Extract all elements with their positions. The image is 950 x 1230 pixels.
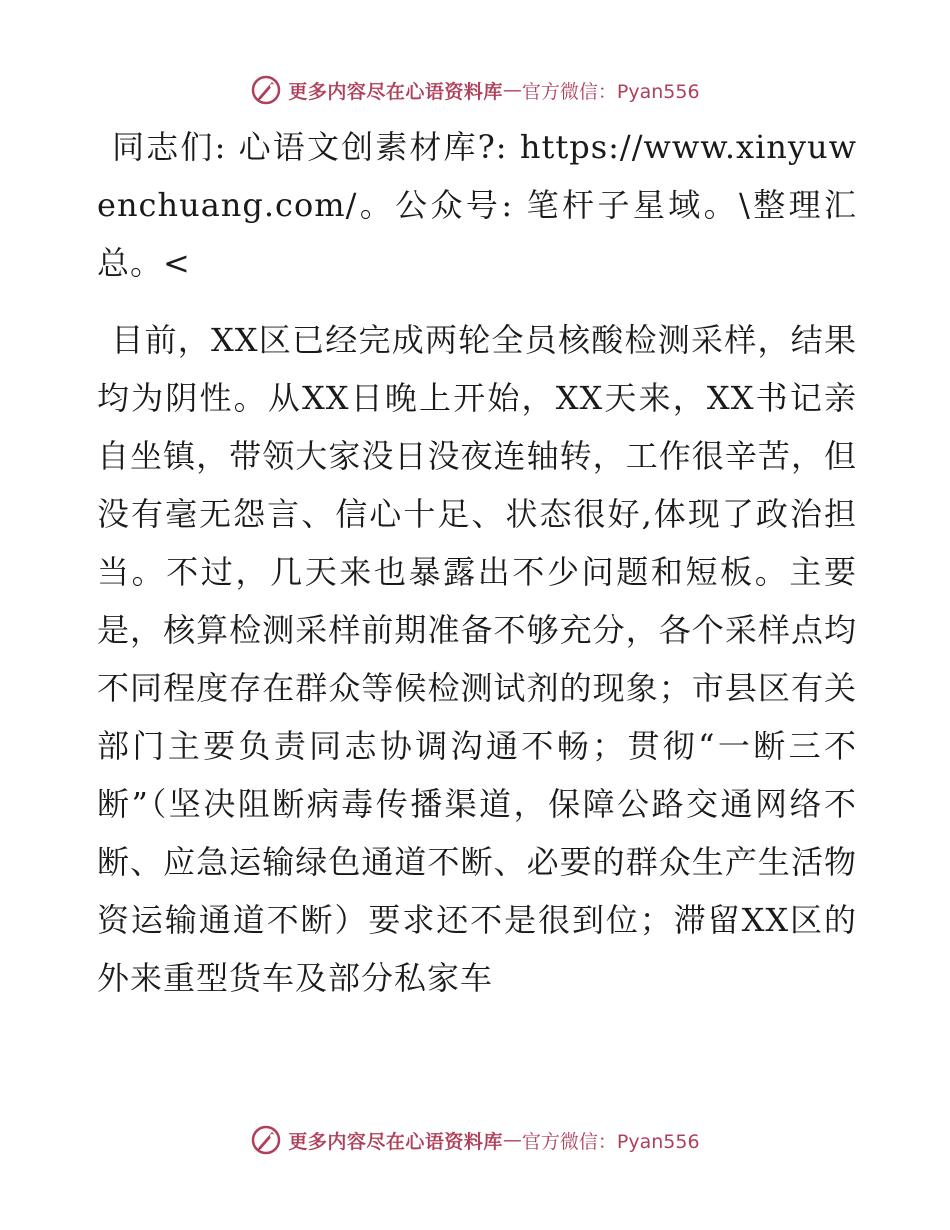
body-paragraph (97, 311, 857, 1007)
quill-pen-circle-icon (250, 1124, 282, 1156)
watermark-brand-text: 更多内容尽在心语资料库 (288, 80, 503, 103)
watermark-brand-text: 更多内容尽在心语资料库 (288, 1130, 503, 1153)
header-watermark (0, 68, 950, 112)
intro-paragraph-text: 同志们: 心语文创素材库?: https://www.xinyuwenchuang.com/。公众号: 笔杆子星域。\整理汇总。< (97, 128, 857, 282)
watermark-separator: — (502, 1129, 522, 1151)
watermark-separator: — (502, 79, 522, 101)
watermark-wechat-text: 官方微信：Pyan556 (521, 80, 700, 103)
footer-watermark (0, 1118, 950, 1162)
intro-paragraph (97, 118, 857, 292)
body-paragraph-text: 目前，XX区已经完成两轮全员核酸检测采样，结果均为阴性。从XX日晚上开始，XX天来，XX书记亲自坐镇，带领大家没日没夜连轴转，工作很辛苦，但没有毫无怨言、信心十足、状态很好,体现了政治担当。不过，几天来也暴露出不少问题和短板。主要是，核算检测采样前期准备不够充分，各个采样点均不同程度存在群众等候检测试剂的现象；市县区有关部门主要负责同志协调沟通不畅；贯彻“一断三不断”（坚决阻断病毒传播渠道，保障公路交通网络不断、应急运输绿色通道不断、必要的群众生产生活物资运输通道不断）要求还不是很到位；滞留XX区的外来重型货车及部分私家车 (97, 321, 857, 997)
quill-pen-circle-icon (250, 74, 282, 106)
watermark-wechat-text: 官方微信：Pyan556 (521, 1130, 700, 1153)
